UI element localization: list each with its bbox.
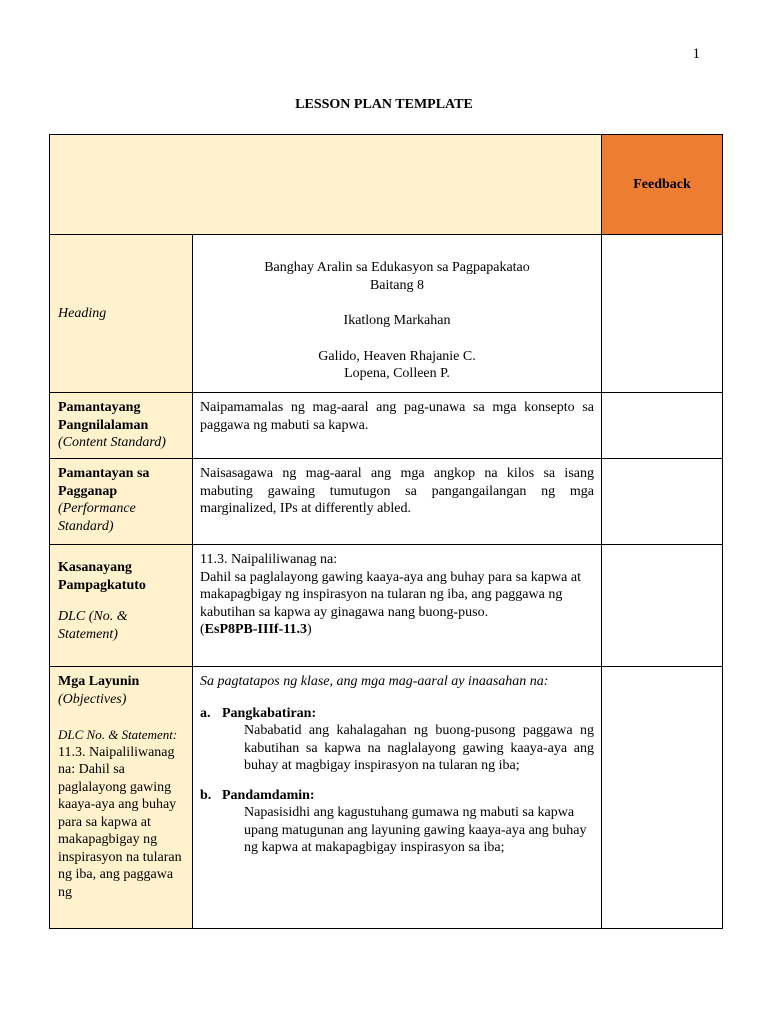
feedback-header: Feedback [602, 135, 723, 235]
content-standard-text: Naipamamalas ng mag-aaral ang pag-unawa sa mga konsepto sa paggawa ng mabuti sa kapwa. [193, 393, 602, 459]
content-standard-feedback-cell [602, 393, 723, 459]
objective-text-a: Nababatid ang kahalagahan ng buong-pusong paggawa ng kabutihan sa kapwa na naglalayong gawing kaaya-aya ang buhay at magbigay inspirasyon na tularan ng iba; [244, 723, 594, 773]
objective-item-b [200, 787, 594, 857]
objectives-dlc-label: DLC No. & Statement: [58, 727, 178, 742]
objective-item-a [200, 705, 594, 775]
code-close: ) [306, 622, 312, 637]
content-standard-label-bold: Pamantayang Pangnilalaman [58, 400, 149, 433]
page-number: 1 [692, 46, 700, 62]
content-standard-label-italic: (Content Standard) [58, 435, 166, 450]
learning-competency-feedback-cell [602, 545, 723, 667]
header-row [50, 135, 723, 235]
objective-title-b: Pandamdamin: [222, 787, 315, 803]
objectives-label-italic: (Objectives) [58, 691, 127, 707]
learning-competency-code: EsP8PB-IIIf-11.3 [204, 622, 307, 637]
learning-competency-label-bold: Kasanayang Pampagkatuto [58, 560, 146, 593]
heading-line-quarter: Ikatlong Markahan [343, 313, 451, 328]
objectives-row [50, 667, 723, 929]
header-blank-cell [50, 135, 602, 235]
heading-line-grade: Baitang 8 [369, 277, 425, 293]
document-title: LESSON PLAN TEMPLATE [295, 97, 473, 112]
objectives-feedback-cell [602, 667, 723, 929]
objective-letter-b: b. [200, 787, 212, 803]
performance-standard-feedback-cell [602, 459, 723, 545]
content-standard-row [50, 393, 723, 459]
heading-content [193, 235, 602, 393]
performance-standard-text: Naisasagawa ng mag-aaral ang mga angkop na kilos sa isang mabuting gawaing tumutugon sa pangangailangan ng mga marginalized, IPs at differently abled. [193, 459, 602, 545]
performance-standard-row [50, 459, 723, 545]
learning-competency-content [193, 545, 602, 667]
heading-line-author-2: Lopena, Colleen P. [344, 366, 450, 381]
learning-competency-label-italic: DLC (No. & Statement) [58, 609, 128, 642]
objective-letter-a: a. [200, 705, 211, 721]
objectives-intro: Sa pagtatapos ng klase, ang mga mag-aaral ay inaasahan na: [200, 674, 549, 689]
heading-row [50, 235, 723, 393]
objectives-dlc-text: 11.3. Naipaliliwanag na: Dahil sa paglalayong gawing kaaya-aya ang buhay para sa kapwa at makapagbigay ng inspirasyon na tularan ng iba, ang paggawa ng [58, 744, 182, 900]
objectives-content [193, 667, 602, 929]
performance-standard-label-italic: (Performance Standard) [58, 501, 136, 534]
objective-title-a: Pangkabatiran: [222, 705, 317, 721]
performance-standard-label [50, 459, 193, 545]
content-standard-label [50, 393, 193, 459]
heading-label: Heading [50, 235, 193, 393]
objectives-label-bold: Mga Layunin [58, 674, 140, 689]
lesson-plan-table [49, 134, 723, 929]
objective-text-b: Napasisidhi ang kagustuhang gumawa ng mabuti sa kapwa upang matugunan ang layuning gawing kaaya-aya ang buhay ng kapwa at makapagbigay inspirasyon sa iba; [244, 805, 587, 855]
learning-competency-line1: 11.3. Naipaliliwanag na: [200, 552, 338, 567]
learning-competency-label [50, 545, 193, 667]
learning-competency-code-line [200, 621, 594, 639]
code-open: ( [200, 622, 205, 637]
learning-competency-text: Dahil sa paglalayong gawing kaaya-aya ang buhay para sa kapwa at makapagbigay ng inspirasyon na tularan ng iba, ang paggawa ng kabutihan sa kapwa ay ginagawa nang buong-puso. [200, 569, 581, 620]
heading-line-author-1: Galido, Heaven Rhajanie C. [318, 348, 476, 364]
heading-line-subject: Banghay Aralin sa Edukasyon sa Pagpapakatao [264, 260, 530, 275]
heading-feedback-cell [602, 235, 723, 393]
learning-competency-row [50, 545, 723, 667]
performance-standard-label-bold: Pamantayan sa Pagganap [58, 466, 150, 499]
objectives-label [50, 667, 193, 929]
